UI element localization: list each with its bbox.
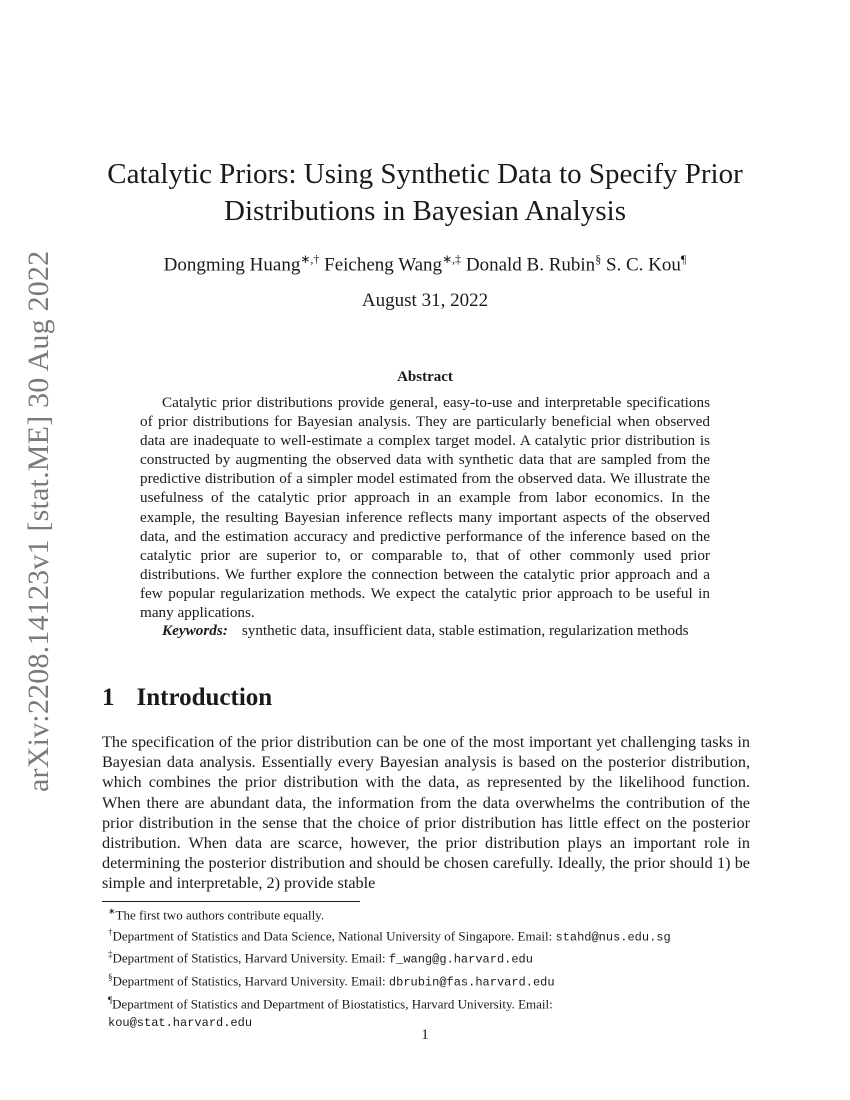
footnote-text: Department of Statistics, Harvard University. Email:	[112, 950, 389, 966]
paper-date: August 31, 2022	[361, 290, 489, 311]
keywords-label: Keywords:	[162, 622, 228, 639]
author-name: Dongming Huang	[163, 254, 301, 276]
paper-title: Catalytic Priors: Using Synthetic Data to Specify Prior Distributions in Bayesian Analysis	[107, 158, 743, 227]
footnote	[102, 946, 762, 969]
footnotes	[102, 903, 762, 1032]
author-affiliation-mark: ∗,‡	[442, 252, 462, 266]
footnote-text: The first two authors contribute equally.	[115, 907, 325, 923]
footnote-email[interactable]: f_wang@g.harvard.edu	[388, 952, 533, 967]
page-number: 1	[421, 1027, 429, 1043]
footnote	[102, 969, 762, 992]
section-number: 1	[102, 684, 115, 711]
keywords-text: synthetic data, insufficient data, stable estimation, regularization methods	[241, 622, 689, 639]
footnote-text: Department of Statistics, Harvard University. Email:	[112, 973, 389, 989]
section-title: Introduction	[136, 684, 273, 711]
author-affiliation-mark: §	[595, 252, 602, 266]
author-affiliation-mark: ∗,†	[300, 252, 320, 266]
footnote-email[interactable]: dbrubin@fas.harvard.edu	[388, 975, 555, 990]
author-list	[80, 252, 770, 276]
footnote-divider	[102, 901, 360, 902]
introduction-paragraph: The specification of the prior distribution can be one of the most important yet challenging tasks in Bayesian data analysis. Essentially every Bayesian analysis is based on the posterior distribution, which combines the prior distribution with the data, as represented by the likelihood function. When there are abundant data, the information from the data overwhelms the contribution of the prior distribution in the sense that the choice of prior distribution has little effect on the posterior distribution. When data are scarce, however, the prior distribution plays an important role in determining the posterior distribution and should be chosen carefully. Ideally, the prior should 1) be simple and interpretable, 2) provide stable	[102, 733, 750, 893]
footnote	[102, 903, 762, 924]
keywords-line	[140, 621, 710, 640]
section-heading	[102, 684, 272, 712]
footnote-mark: ‡	[108, 949, 113, 960]
footnote-mark: ∗	[108, 906, 116, 916]
author-name: Donald B. Rubin	[465, 254, 596, 276]
arxiv-identifier-stamp: arXiv:2208.14123v1 [stat.ME] 30 Aug 2022	[22, 250, 55, 792]
author-name: Feicheng Wang	[324, 254, 443, 276]
footnote-mark: ¶	[108, 994, 113, 1005]
abstract-body: Catalytic prior distributions provide general, easy-to-use and interpretable specifications of prior distributions for Bayesian analysis. They are particularly beneficial when observed data are inadequate to well-estimate a complex target model. A catalytic prior distribution is constructed by augmenting the observed data with synthetic data that are sampled from the predictive distribution of a simpler model estimated from the observed data. We illustrate the usefulness of the catalytic prior approach in an example from labor economics. In the example, the resulting Bayesian inference reflects many important aspects of the observed data, and the estimation accuracy and predictive performance of the inference based on the catalytic prior are superior to, or comparable to, that of other commonly used prior distributions. We further explore the connection between the catalytic prior approach and a few popular regularization methods. We expect the catalytic prior approach to be useful in many applications.	[140, 394, 710, 622]
abstract-heading: Abstract	[397, 369, 453, 385]
footnote-email[interactable]: kou@stat.harvard.edu	[108, 1015, 253, 1030]
footnote-mark: §	[108, 972, 113, 983]
footnote-text: Department of Statistics and Data Science, National University of Singapore. Email:	[112, 928, 556, 944]
footnote-mark: †	[108, 926, 113, 937]
footnote-text: Department of Statistics and Department of Biostatistics, Harvard University. Email:	[112, 996, 553, 1012]
author-affiliation-mark: ¶	[680, 252, 687, 266]
author-name: S. C. Kou	[605, 254, 681, 276]
footnote	[102, 924, 762, 947]
footnote-email[interactable]: stahd@nus.edu.sg	[555, 930, 671, 945]
